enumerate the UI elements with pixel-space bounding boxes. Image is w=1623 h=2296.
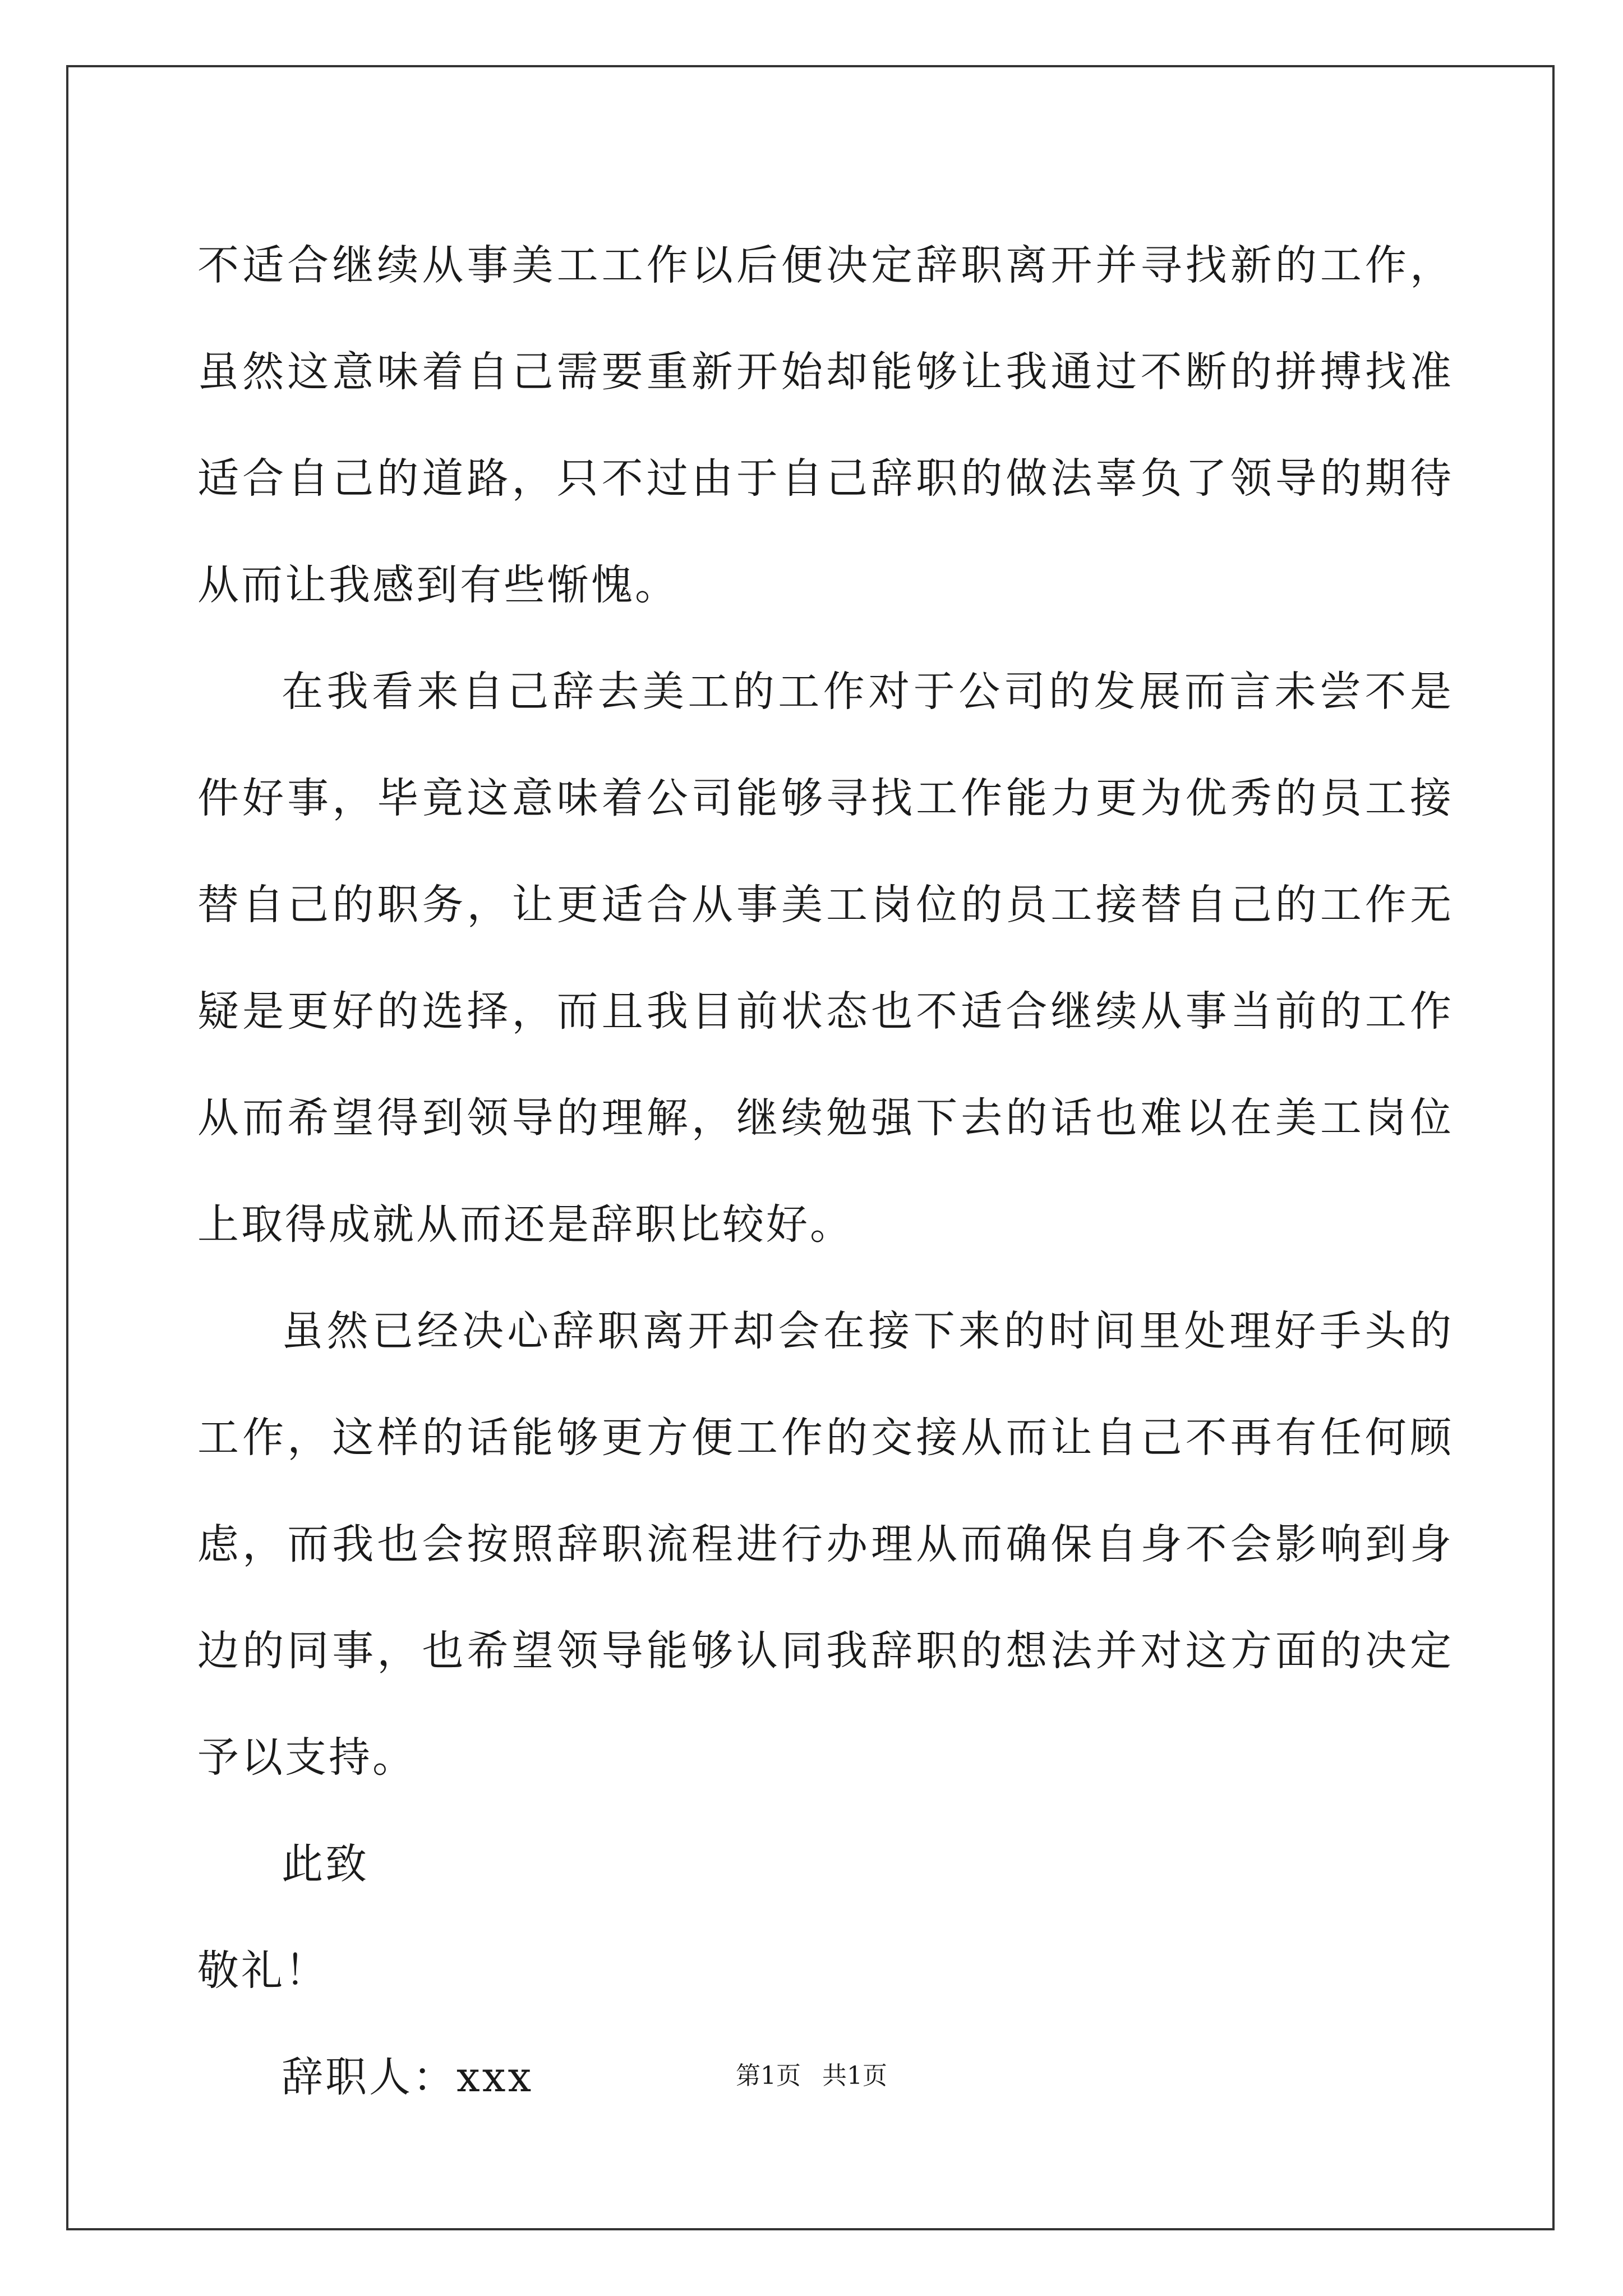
paragraph-1: 不适合继续从事美工工作以后便决定辞职离开并寻找新的工作，虽然这意味着自己需要重新开始却能够让我通过不断的拼搏找准适合自己的道路，只不过由于自己辞职的做法辜负了领导的期待从而让我感到有些惭愧。 [197,241,1454,609]
page-footer [0,2055,1623,2091]
closing-salute: 敬礼！ [197,1947,329,1995]
letter-body [197,212,1454,2131]
page-number-total: 共1页 [822,2062,887,2090]
paragraph-2: 在我看来自己辞去美工的工作对于公司的发展而言未尝不是件好事，毕竟这意味着公司能够寻找工作能力更为优秀的员工接替自己的职务，让更适合从事美工岗位的员工接替自己的工作无疑是更好的选择，而且我目前状态也不适合继续从事当前的工作从而希望得到领导的理解，继续勉强下去的话也难以在美工岗位上取得成就从而还是辞职比较好。 [197,668,1454,1249]
signature: 辞职人：xxx [282,2053,534,2101]
page-number-current: 第1页 [736,2062,801,2090]
paragraph-3: 虽然已经决心辞职离开却会在接下来的时间里处理好手头的工作，这样的话能够更方便工作的交接从而让自己不再有任何顾虑，而我也会按照辞职流程进行办理从而确保自身不会影响到身边的同事，也希望领导能够认同我辞职的想法并对这方面的决定予以支持。 [197,1307,1454,1782]
closing-greeting: 此致 [282,1840,369,1888]
